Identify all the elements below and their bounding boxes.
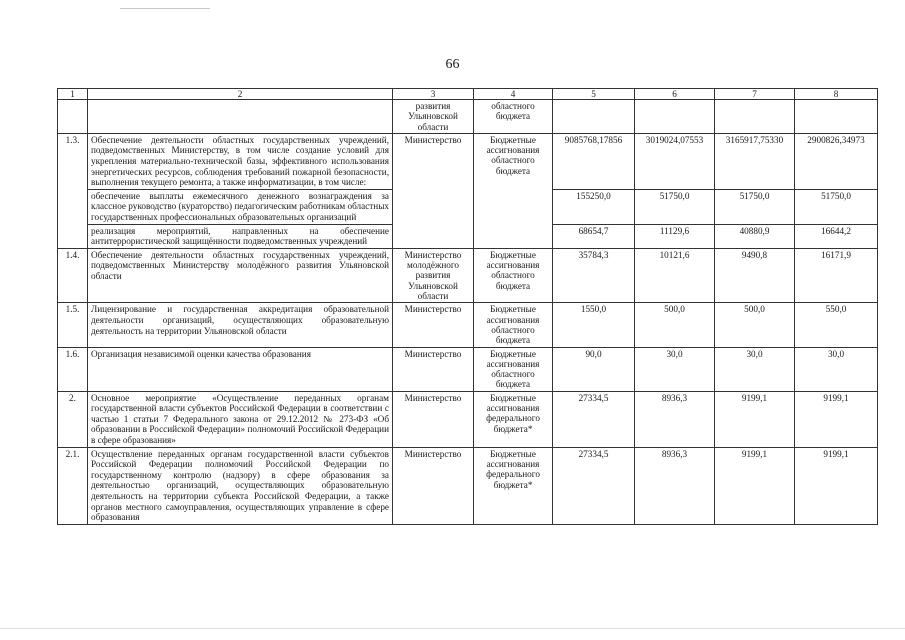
row-value-year-3: 51750,0 [795,189,878,224]
header-col-4: 4 [474,89,553,100]
table-row [58,248,878,302]
row-value-total: 35784,3 [553,248,635,302]
row-value-year-1: 500,0 [635,303,715,347]
row-description: реализация мероприятий, направленных на обеспечение антитеррористической защищённости подведомственных учреждений [88,224,393,248]
row-value-year-2: 9199,1 [715,447,795,524]
row-value-year-3: 30,0 [795,347,878,391]
row-description: Организация независимой оценки качества образования [88,347,393,391]
row-value-year-2: 3165917,75330 [715,133,795,189]
row-value-total: 1550,0 [553,303,635,347]
row-value-year-3: 9199,1 [795,391,878,447]
row-description: Обеспечение деятельности областных государственных учреждений, подведомственных Министерству, в том числе создание условий для укрепления материально-технической базы, эффективного использования энергетических ресурсов, соблюдения требований пожарной безопасности, выполнения текущего ремонта, а также информатизации, в том числе: [88,133,393,189]
row-funding-source: Бюджетные ассигнования областного бюджета [474,303,553,347]
row-number: 2. [58,391,88,447]
row-funding-source: Бюджетные ассигнования областного бюджета [474,133,553,248]
header-col-5: 5 [553,89,635,100]
table-row [58,303,878,347]
table-row [58,391,878,447]
row-value-year-3 [795,100,878,134]
row-executor: Министерство [393,347,474,391]
row-value-year-3: 16644,2 [795,224,878,248]
row-number: 1.4. [58,248,88,302]
table-row [58,133,878,189]
table-row [58,100,878,134]
row-value-year-3: 9199,1 [795,447,878,524]
row-value-total: 27334,5 [553,391,635,447]
row-executor: Министерство [393,133,474,248]
row-value-year-2: 30,0 [715,347,795,391]
row-funding-source: Бюджетные ассигнования областного бюджета [474,347,553,391]
row-value-year-1: 10121,6 [635,248,715,302]
row-value-total: 90,0 [553,347,635,391]
row-executor: Министерство [393,391,474,447]
row-value-total: 68654,7 [553,224,635,248]
row-number: 2.1. [58,447,88,524]
row-funding-source: Бюджетные ассигнования федерального бюджета* [474,391,553,447]
table-row [58,447,878,524]
header-col-6: 6 [635,89,715,100]
row-description: Осуществление переданных органам государственной власти субъектов Российской Федерации полномочий Российской Федерации по государственному контролю (надзору) в сфере образования за деятельностью организаций, осуществляющих образовательную деятельность на территории субъекта Российской Федерации, а также органов местного самоуправления, осуществляющих управление в сфере образования [88,447,393,524]
budget-table [57,88,878,525]
row-description [88,100,393,134]
row-funding-source: Бюджетные ассигнования федерального бюджета* [474,447,553,524]
row-value-year-2: 9199,1 [715,391,795,447]
row-value-total: 9085768,17856 [553,133,635,189]
row-description: Обеспечение деятельности областных государственных учреждений, подведомственных Министерству молодёжного развития Ульяновской области [88,248,393,302]
row-executor: Министерство [393,447,474,524]
row-number: 1.5. [58,303,88,347]
row-description: Лицензирование и государственная аккредитация образовательной деятельности организаций, осуществляющих образовательную деятельность на территории Ульяновской области [88,303,393,347]
row-value-year-1: 8936,3 [635,447,715,524]
header-col-8: 8 [795,89,878,100]
row-value-total: 27334,5 [553,447,635,524]
row-value-year-1: 11129,6 [635,224,715,248]
row-value-year-2: 51750,0 [715,189,795,224]
row-value-year-1: 3019024,07553 [635,133,715,189]
row-value-year-3: 2900826,34973 [795,133,878,189]
table-row [58,347,878,391]
row-executor: развития Ульяновской области [393,100,474,134]
row-description: Основное мероприятие «Осуществление переданных органам государственной власти субъектов Российской Федерации в соответствии с частью 1 статьи 7 Федерального закона от 29.12.2012 № 273-ФЗ «Об образовании в Российской Федерации» полномочий Российской Федерации в сфере образования» [88,391,393,447]
row-value-year-2: 9490,8 [715,248,795,302]
row-value-total [553,100,635,134]
row-value-year-3: 16171,9 [795,248,878,302]
row-executor: Министерство [393,303,474,347]
row-value-year-2: 500,0 [715,303,795,347]
header-col-7: 7 [715,89,795,100]
header-col-2: 2 [88,89,393,100]
row-number [58,100,88,134]
scan-artifact-bottom [0,628,905,629]
row-funding-source: Бюджетные ассигнования областного бюджета [474,248,553,302]
header-col-3: 3 [393,89,474,100]
row-value-year-1: 51750,0 [635,189,715,224]
page-number: 66 [445,57,460,72]
row-value-year-2 [715,100,795,134]
row-value-total: 155250,0 [553,189,635,224]
row-value-year-1: 8936,3 [635,391,715,447]
row-value-year-3: 550,0 [795,303,878,347]
row-value-year-1 [635,100,715,134]
row-value-year-1: 30,0 [635,347,715,391]
header-col-1: 1 [58,89,88,100]
row-executor: Министерство молодёжного развития Ульяновской области [393,248,474,302]
row-description: обеспечение выплаты ежемесячного денежного вознаграждения за классное руководство (кураторство) педагогическим работникам областных государственных профессиональных образовательных организаций [88,189,393,224]
row-value-year-2: 40880,9 [715,224,795,248]
scan-artifact-top [120,8,210,9]
row-number: 1.6. [58,347,88,391]
row-funding-source: областного бюджета [474,100,553,134]
header-row [58,89,878,100]
row-number: 1.3. [58,133,88,248]
